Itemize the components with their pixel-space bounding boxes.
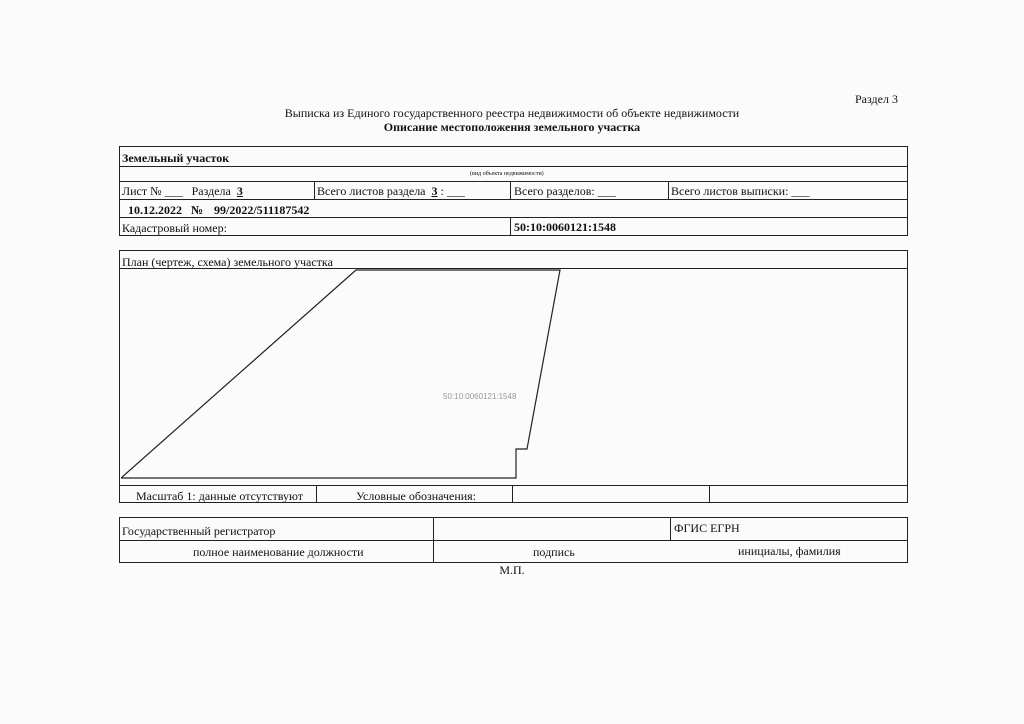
extract-number: 99/2022/511187542 bbox=[214, 203, 310, 217]
registrar-label: Государственный регистратор bbox=[122, 524, 276, 538]
sections-total: Всего разделов: ___ bbox=[514, 184, 616, 198]
scale-label: Масштаб 1: данные отсутствуют bbox=[136, 489, 304, 503]
cadastral-label: Кадастровый номер: bbox=[122, 221, 227, 235]
system-label: ФГИС ЕГРН bbox=[674, 521, 740, 535]
sheets-in-section: Всего листов раздела 3 : ___ bbox=[317, 184, 465, 198]
position-caption: полное наименование должности bbox=[193, 545, 364, 559]
parcel-boundary bbox=[121, 270, 560, 478]
cadastral-number: 50:10:0060121:1548 bbox=[514, 220, 616, 234]
object-type-caption: (вид объекта недвижимости) bbox=[470, 171, 544, 177]
sheet-number: Лист № ___ Раздела 3 bbox=[122, 184, 243, 198]
sheets-total: Всего листов выписки: ___ bbox=[671, 184, 810, 198]
plan-title: План (чертеж, схема) земельного участка bbox=[122, 255, 333, 269]
document-subtitle: Описание местоположения земельного участка bbox=[383, 120, 641, 134]
number-sign: № bbox=[191, 203, 204, 217]
initials-caption: инициалы, фамилия bbox=[738, 544, 841, 558]
signature-caption: подпись bbox=[533, 545, 575, 559]
extract-date: 10.12.2022 bbox=[128, 203, 182, 217]
object-type: Земельный участок bbox=[122, 151, 230, 165]
legend-label: Условные обозначения: bbox=[356, 489, 477, 503]
parcel-label: 50:10:0060121:1548 bbox=[443, 392, 517, 401]
stamp-label: М.П. bbox=[499, 563, 525, 577]
document-title: Выписка из Единого государственного реестра недвижимости об объекте недвижимости bbox=[284, 106, 740, 120]
parcel-plan bbox=[121, 269, 906, 485]
section-label: Раздел 3 bbox=[855, 92, 898, 106]
